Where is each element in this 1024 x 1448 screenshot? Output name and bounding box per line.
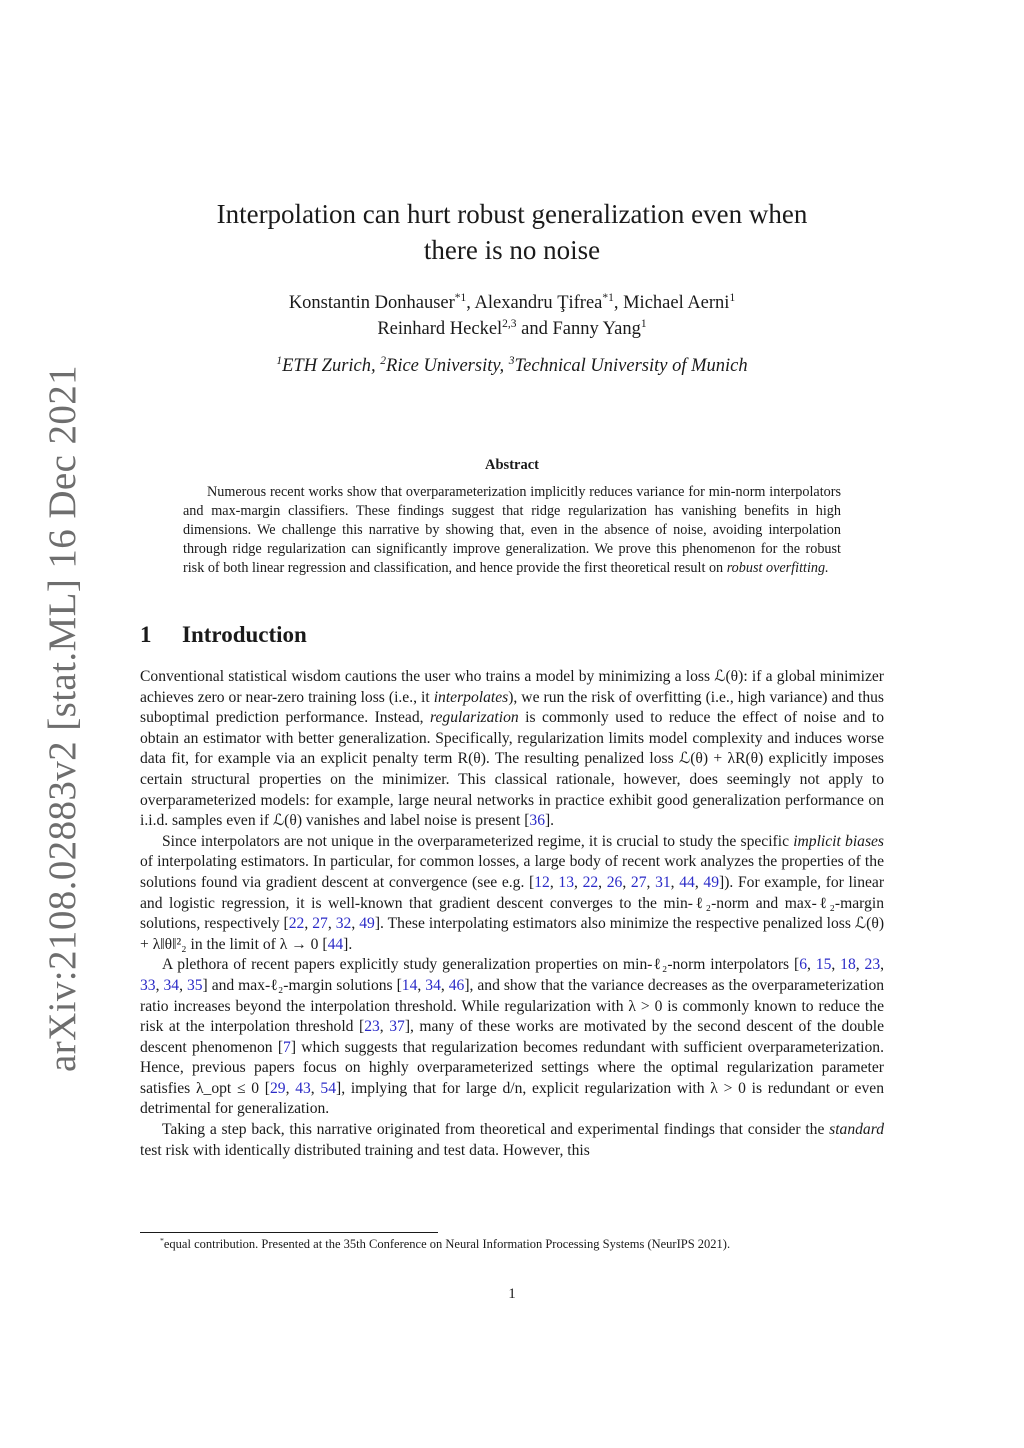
emphasis: interpolates — [433, 688, 509, 706]
text-run: , — [304, 915, 313, 933]
text-run: , — [285, 1079, 296, 1097]
text-run: , — [855, 956, 865, 974]
abstract-body — [183, 483, 841, 578]
citation-link[interactable]: 32 — [335, 915, 352, 933]
text-run: ], and show that the variance decreases as the overparameterization ratio increases beyond the interpolation threshold. While regularization with λ > 0 is commonly known to reduce the risk at the interpolation threshold [ — [140, 976, 885, 1036]
author-affiliation-mark: *1 — [454, 291, 467, 304]
citation-link[interactable]: 36 — [529, 812, 545, 830]
text-run: Conventional statistical wisdom cautions the user who trains a model by minimizing a loss ℒ(θ): if a global minimizer achieves zero or near-zero training loss (i.e., it — [140, 668, 884, 706]
author-name: Konstantin Donhauser — [288, 293, 455, 313]
text-run: ]. These interpolating estimators also minimize the respective penalized loss ℒ(θ) + λ‖θ‖²₂ in the limit of λ → 0 [ — [140, 915, 885, 953]
section-number: 1 — [140, 622, 152, 647]
text-run: , — [155, 976, 164, 994]
citation-link[interactable]: 15 — [815, 956, 832, 974]
citation-link[interactable]: 26 — [606, 873, 623, 891]
page-number: 1 — [508, 1286, 516, 1302]
text-run: ] which suggests that regularization becomes redundant with sufficient overparameterization. Hence, previous papers focus on highly overparameterized settings where the optimal regularization parameter satisfies λ_opt ≤ 0 [ — [140, 1038, 884, 1097]
paragraph — [140, 955, 884, 1120]
section-title: Introduction — [182, 622, 307, 647]
citation-link[interactable]: 22 — [582, 873, 599, 891]
citation-link[interactable]: 7 — [283, 1038, 291, 1056]
author-name: Alexandru Ţifrea — [474, 293, 603, 313]
text-run: , — [417, 976, 426, 994]
citation-link[interactable]: 34 — [425, 976, 441, 994]
author-affiliation-mark: 2,3 — [502, 317, 517, 330]
paragraph — [140, 1120, 884, 1161]
citation-link[interactable]: 23 — [364, 1018, 380, 1036]
text-run: of interpolating estimators. In particular, for common losses, a large body of recent work analyzes the properties of the solutions found via gradient descent at convergence (see e.g. [ — [140, 853, 884, 891]
citation-link[interactable]: 27 — [630, 873, 647, 891]
text-run: , — [598, 873, 607, 891]
text-run: , — [549, 873, 559, 891]
text-run: ]. — [544, 812, 555, 830]
footnote-mark: * — [160, 1235, 164, 1245]
text-run: ], many of these works are motivated by the second descent of the double descent phenomenon [ — [140, 1018, 884, 1056]
footnote-rule — [140, 1232, 438, 1233]
text-run: , — [646, 873, 656, 891]
text-run: , — [310, 1079, 321, 1097]
author-name: Reinhard Heckel — [377, 319, 503, 339]
text-run: , — [573, 873, 583, 891]
text-run: Taking a step back, this narrative originated from theoretical and experimental findings that consider the — [162, 1121, 830, 1139]
citation-link[interactable]: 37 — [389, 1018, 405, 1036]
author-affiliation-mark: 1 — [729, 291, 736, 304]
affiliation-mark: 3 — [508, 354, 515, 367]
text-run: ] and max-ℓ₂-margin solutions [ — [202, 976, 402, 994]
citation-link[interactable]: 18 — [840, 956, 856, 974]
text-run: , — [622, 873, 631, 891]
citation-link[interactable]: 35 — [186, 976, 203, 994]
citation-link[interactable]: 13 — [558, 873, 574, 891]
citation-link[interactable]: 27 — [312, 915, 328, 933]
citation-link[interactable]: 43 — [295, 1079, 311, 1097]
affiliation-mark: 2 — [380, 354, 387, 367]
text-run: , — [670, 873, 680, 891]
affiliation-name: ETH Zurich, — [282, 356, 376, 376]
affiliation-name: Rice University, — [386, 356, 505, 376]
author-name: Michael Aerni — [623, 293, 730, 313]
text-run: ), we run the risk of overfitting (i.e., high variance) and thus suboptimal prediction performance. Instead, — [140, 688, 884, 727]
introduction-body — [140, 667, 884, 1161]
text-run: A plethora of recent papers explicitly study generalization properties on min-ℓ₂-norm interpolators [ — [162, 956, 800, 974]
title-line-2: there is no noise — [423, 235, 601, 265]
citation-link[interactable]: 29 — [269, 1079, 286, 1097]
text-run: ]). For example, for linear and logistic regression, it is well-known that gradient descent converges to the min-ℓ₂-norm and max-ℓ₂-margin solutions, respectively [ — [140, 873, 885, 933]
citation-link[interactable]: 6 — [799, 956, 807, 974]
citation-link[interactable]: 33 — [140, 976, 156, 994]
text-run: , — [806, 956, 816, 974]
text-run: is commonly used to reduce the effect of noise and to obtain an estimator with better generalization. Specifically, regularization limits model complexity and induces worse data fit, for example via an explicit penalty term R(θ). The resulting penalized loss ℒ(θ) + λR(θ) explicitly imposes certain structural properties on the minimizer. This classical rationale, however, does seemingly not apply to overparameterized models: for example, large neural networks in practice exhibit good generalization performance on i.i.d. samples even if ℒ(θ) vanishes and label noise is present [ — [140, 709, 884, 830]
citation-link[interactable]: 31 — [655, 873, 671, 891]
paper-title — [140, 196, 884, 268]
emphasis: regularization — [430, 709, 519, 727]
author-list — [140, 290, 884, 342]
citation-link[interactable]: 44 — [327, 935, 344, 953]
affiliation-name: Technical University of Munich — [514, 356, 748, 376]
text-run: , — [880, 956, 885, 974]
text-run: , — [327, 915, 336, 933]
citation-link[interactable]: 44 — [679, 873, 695, 891]
authors-line-2: Reinhard Heckel$^{2,3}$ and Fanny Yang$^1$ — [377, 317, 647, 339]
authors-line-1: Konstantin Donhauser$^{*1}$, Alexandru Ţifrea$^{*1}$, Michael Aerni$^1$ — [288, 291, 736, 313]
text-run: , — [440, 976, 449, 994]
citation-link[interactable]: 46 — [448, 976, 465, 994]
paragraph — [140, 667, 884, 832]
paragraph — [140, 832, 884, 956]
emphasis: implicit biases — [793, 832, 885, 850]
abstract-heading: Abstract — [485, 457, 539, 473]
citation-link[interactable]: 49 — [359, 915, 375, 933]
footnote-text: equal contribution. Presented at the 35th Conference on Neural Information Processing Systems (NeurIPS 2021). — [163, 1237, 731, 1251]
author-name: Fanny Yang — [552, 319, 641, 339]
text-run: ], implying that for large d/n, explicit regularization with λ > 0 is redundant or even detrimental for generalization. — [140, 1079, 884, 1118]
citation-link[interactable]: 22 — [288, 915, 305, 933]
text-run: , — [351, 915, 360, 933]
citation-link[interactable]: 12 — [534, 873, 550, 891]
author-affiliation-mark: *1 — [602, 291, 614, 304]
text-run: , — [179, 976, 187, 994]
affiliations — [140, 356, 884, 377]
author-affiliation-mark: 1 — [640, 317, 647, 330]
section-heading — [140, 622, 307, 648]
citation-link[interactable]: 14 — [401, 976, 418, 994]
affiliation-mark: 1 — [276, 354, 283, 367]
text-run: test risk with identically distributed training and test data. However, this — [140, 1141, 590, 1159]
citation-link[interactable]: 34 — [163, 976, 180, 994]
arxiv-identifier-stamp: arXiv:2108.02883v2 [stat.ML] 16 Dec 2021 — [41, 364, 84, 1072]
text-run: , — [379, 1018, 390, 1036]
text-run: , — [831, 956, 841, 974]
emphasis: standard — [829, 1121, 884, 1139]
footnote — [140, 1237, 900, 1252]
text-run: Since interpolators are not unique in the overparameterized regime, it is crucial to study the specific — [162, 832, 794, 850]
text-run: ]. — [343, 935, 353, 953]
abstract-text: Numerous recent works show that overparameterization implicitly reduces variance for min-norm interpolators and max-margin classifiers. These findings suggest that ridge regularization has vanishing benefits in high dimensions. We challenge this narrative by showing that, even in the absence of noise, avoiding interpolation through ridge regularization can significantly improve generalization. We prove this phenomenon for the robust risk of both linear regression and classification, and hence provide the first theoretical result on — [183, 484, 841, 577]
abstract-emphasis: robust overfitting. — [726, 560, 829, 577]
citation-link[interactable]: 23 — [864, 956, 881, 974]
title-line-1: Interpolation can hurt robust generalization even when — [216, 199, 808, 229]
citation-link[interactable]: 54 — [320, 1079, 337, 1097]
text-run: , — [694, 873, 704, 891]
citation-link[interactable]: 49 — [703, 873, 720, 891]
